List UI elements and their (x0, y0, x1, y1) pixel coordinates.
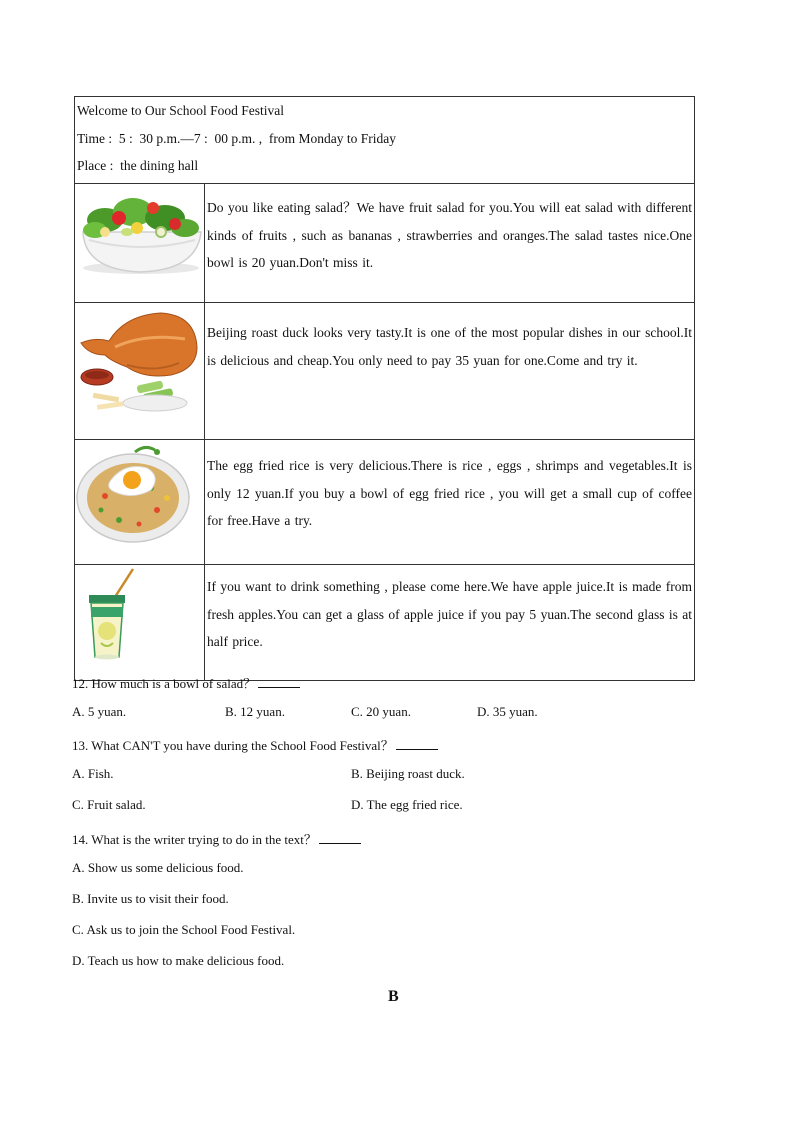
question-13 (72, 735, 438, 754)
option-b[interactable]: B. 12 yuan. (225, 704, 285, 719)
food-description: Beijing roast duck looks very tasty.It is one of the most popular dishes in our school.It is delicious and cheap.You only need to pay 35 yuan for one.Come and try it. (205, 303, 695, 440)
option-c[interactable]: C. Fruit salad. (72, 797, 146, 812)
option-b[interactable]: B. Invite us to visit their food. (72, 891, 229, 906)
answer-blank[interactable] (396, 737, 438, 750)
food-row (75, 440, 695, 565)
apple-juice-image (75, 565, 204, 672)
roast-duck-image (75, 303, 204, 423)
food-festival-table (74, 96, 695, 681)
food-description: Do you like eating salad？We have fruit salad for you.You will eat salad with different kinds of fruits , such as bananas , strawberries and oranges.The salad tastes nice.One bowl is 20 yuan.Don't miss it. (205, 184, 695, 303)
question-14 (72, 829, 361, 848)
option-c[interactable]: C. 20 yuan. (351, 704, 411, 719)
answer-blank[interactable] (319, 831, 361, 844)
egg-fried-rice-image (75, 440, 204, 552)
food-image-cell (75, 303, 205, 440)
option-a[interactable]: A. Show us some delicious food. (72, 860, 244, 875)
option-a[interactable]: A. 5 yuan. (72, 704, 127, 719)
question-stem: 14. What is the writer trying to do in the text？ (72, 832, 317, 847)
festival-time: Time : 5 : 30 p.m.—7 : 00 p.m. , from Monday to Friday (77, 130, 397, 146)
festival-place: Place : the dining hall (77, 158, 199, 173)
food-image-cell (75, 565, 205, 681)
option-a[interactable]: A. Fish. (72, 766, 114, 781)
food-image-cell (75, 184, 205, 303)
answer-blank[interactable] (258, 675, 300, 688)
section-heading-b: B (388, 988, 399, 1005)
question-stem: 13. What CAN'T you have during the School Food Festival？ (72, 738, 394, 753)
question-stem: 12. How much is a bowl of salad？ (72, 676, 257, 691)
food-row (75, 184, 695, 303)
question-12 (72, 673, 300, 692)
food-row (75, 565, 695, 681)
festival-header-cell (75, 97, 695, 184)
salad-image (75, 184, 204, 292)
festival-title: Welcome to Our School Food Festival (77, 103, 285, 118)
food-description: If you want to drink something , please come here.We have apple juice.It is made from fresh apples.You can get a glass of apple juice if you pay 5 yuan.The second glass is at half price. (205, 565, 695, 681)
option-d[interactable]: D. 35 yuan. (477, 704, 538, 719)
option-d[interactable]: D. The egg fried rice. (351, 797, 463, 812)
food-image-cell (75, 440, 205, 565)
food-row (75, 303, 695, 440)
food-description: The egg fried rice is very delicious.There is rice , eggs , shrimps and vegetables.It is only 12 yuan.If you buy a bowl of egg fried rice , you will get a small cup of coffee for free.Have a try. (205, 440, 695, 565)
option-c[interactable]: C. Ask us to join the School Food Festival. (72, 922, 296, 937)
option-d[interactable]: D. Teach us how to make delicious food. (72, 953, 285, 968)
option-b[interactable]: B. Beijing roast duck. (351, 766, 465, 781)
